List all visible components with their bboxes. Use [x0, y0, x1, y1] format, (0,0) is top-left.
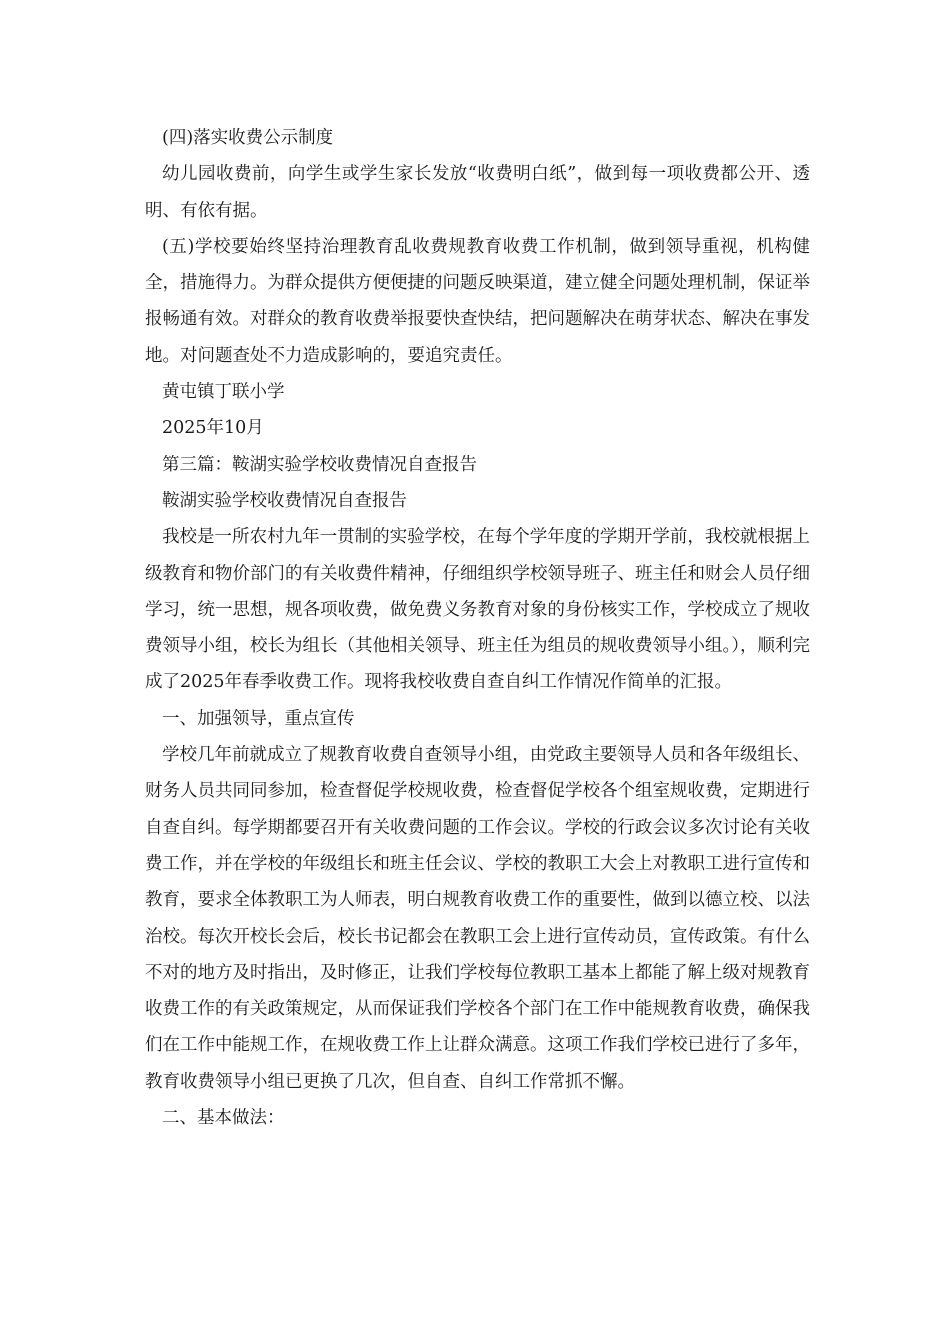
paragraph-mechanism: (五)学校要始终坚持治理教育乱收费规教育收费工作机制，做到领导重视，机构健全，措施得力。为群众提供方便便捷的问题反映渠道，建立健全问题处理机制，保证举报畅通有效。对群众的教育收费举报要快查快结，把问题解决在萌芽状态、解决在事发地。对问题查处不力造成影响的，要追究责任。 [145, 236, 810, 366]
document-body [145, 120, 810, 1136]
section-heading-publicity: (四)落实收费公示制度 [162, 128, 334, 148]
report-title: 鞍湖实验学校收费情况自查报告 [162, 490, 407, 511]
section-heading-leadership: 一、加强领导，重点宣传 [162, 708, 355, 729]
signature-school-name: 黄屯镇丁联小学 [162, 382, 285, 403]
paragraph-kindergarten-fees: 幼儿园收费前，向学生或学生家长发放“收费明白纸”，做到每一项收费都公开、透明、有依有据。 [145, 164, 810, 221]
paragraph-leadership: 学校几年前就成立了规教育收费自查领导小组，由党政主要领导人员和各年级组长、财务人员共同同参加，检查督促学校规收费，检查督促学校各个组室规收费，定期进行自查自纠。每学期都要召开有关收费问题的工作会议。学校的行政会议多次讨论有关收费工作，并在学校的年级组长和班主任会议、学校的教职工大会上对教职工进行宣传和教育，要求全体教职工为人师表，明白规教育收费工作的重要性，做到以德立校、以法治校。每次开校长会后，校长书记都会在教职工会上进行宣传动员，宣传政策。有什么不对的地方及时指出，及时修正，让我们学校每位教职工基本上都能了解上级对规教育收费工作的有关政策规定，从而保证我们学校各个部门在工作中能规教育收费，确保我们在工作中能规工作，在规收费工作上让群众满意。这项工作我们学校已进行了多年，教育收费领导小组已更换了几次，但自查、自纠工作常抓不懈。 [145, 745, 810, 1092]
article-title: 第三篇：鞍湖实验学校收费情况自查报告 [162, 454, 477, 475]
signature-date: 2025年10月 [162, 418, 264, 439]
paragraph-introduction: 我校是一所农村九年一贯制的实验学校，在每个学年度的学期开学前，我校就根据上级教育和物价部门的有关收费件精神，仔细组织学校领导班子、班主任和财会人员仔细学习，统一思想，规各项收费，做免费义务教育对象的身份核实工作，学校成立了规收费领导小组，校长为组长（其他相关领导、班主任为组员的规收费领导小组。），顺利完成了2025年春季收费工作。现将我校收费自查自纠工作情况作简单的汇报。 [145, 527, 810, 693]
section-heading-methods: 二、基本做法： [162, 1108, 285, 1129]
